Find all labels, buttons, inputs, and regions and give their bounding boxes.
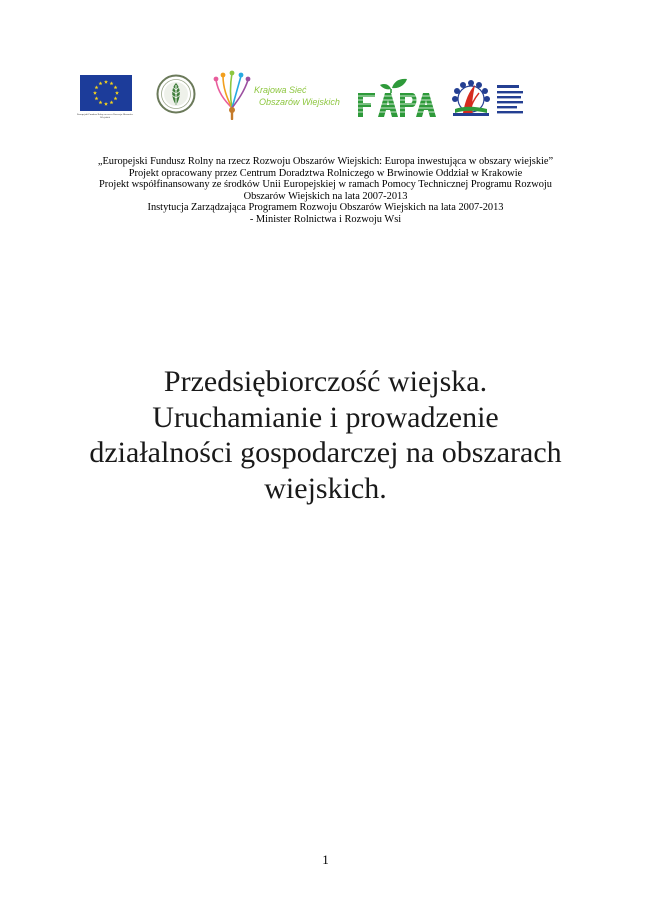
ksow-line1: Krajowa Sieć <box>254 85 307 95</box>
header-line: „Europejski Fundusz Rolny na rzecz Rozwoju Obszarów Wiejskich: Europa inwestująca w obszary wiejskie” <box>97 156 554 167</box>
eu-caption: Europejski Fundusz Rolny na rzecz Rozwoju Obszarów Wiejskich <box>77 113 133 119</box>
header-line: Instytucja Zarządzająca Programem Rozwoju Obszarów Wiejskich na lata 2007-2013 <box>147 202 504 214</box>
cdr-logo-icon <box>449 79 529 119</box>
document-title <box>40 364 611 506</box>
ksow-text <box>254 84 340 108</box>
ksow-tree-icon <box>210 70 254 120</box>
header-line: - Minister Rolnictwa i Rozwoju Wsi <box>249 213 402 225</box>
fapa-logo-icon <box>356 77 438 119</box>
title-line: wiejskich. <box>264 471 387 505</box>
ceres-emblem-icon <box>156 74 196 114</box>
header-line: Obszarów Wiejskich na lata 2007-2013 <box>243 190 408 202</box>
logo-row <box>0 0 651 140</box>
eu-flag-icon <box>80 75 132 111</box>
header-text <box>60 156 591 226</box>
page-number: 1 <box>322 852 329 867</box>
title-line: działalności gospodarczej na obszarach <box>89 436 562 469</box>
title-line: Przedsiębiorczość wiejska. <box>163 365 488 398</box>
title-line: Uruchamianie i prowadzenie <box>152 400 499 434</box>
ksow-line2: Obszarów Wiejskich <box>259 97 340 107</box>
header-line: Projekt opracowany przez Centrum Doradztwa Rolniczego w Brwinowie Oddział w Krakowie <box>128 167 523 179</box>
header-line: Projekt współfinansowany ze środków Unii Europejskiej w ramach Pomocy Technicznej Programu Rozwoju <box>99 179 552 191</box>
